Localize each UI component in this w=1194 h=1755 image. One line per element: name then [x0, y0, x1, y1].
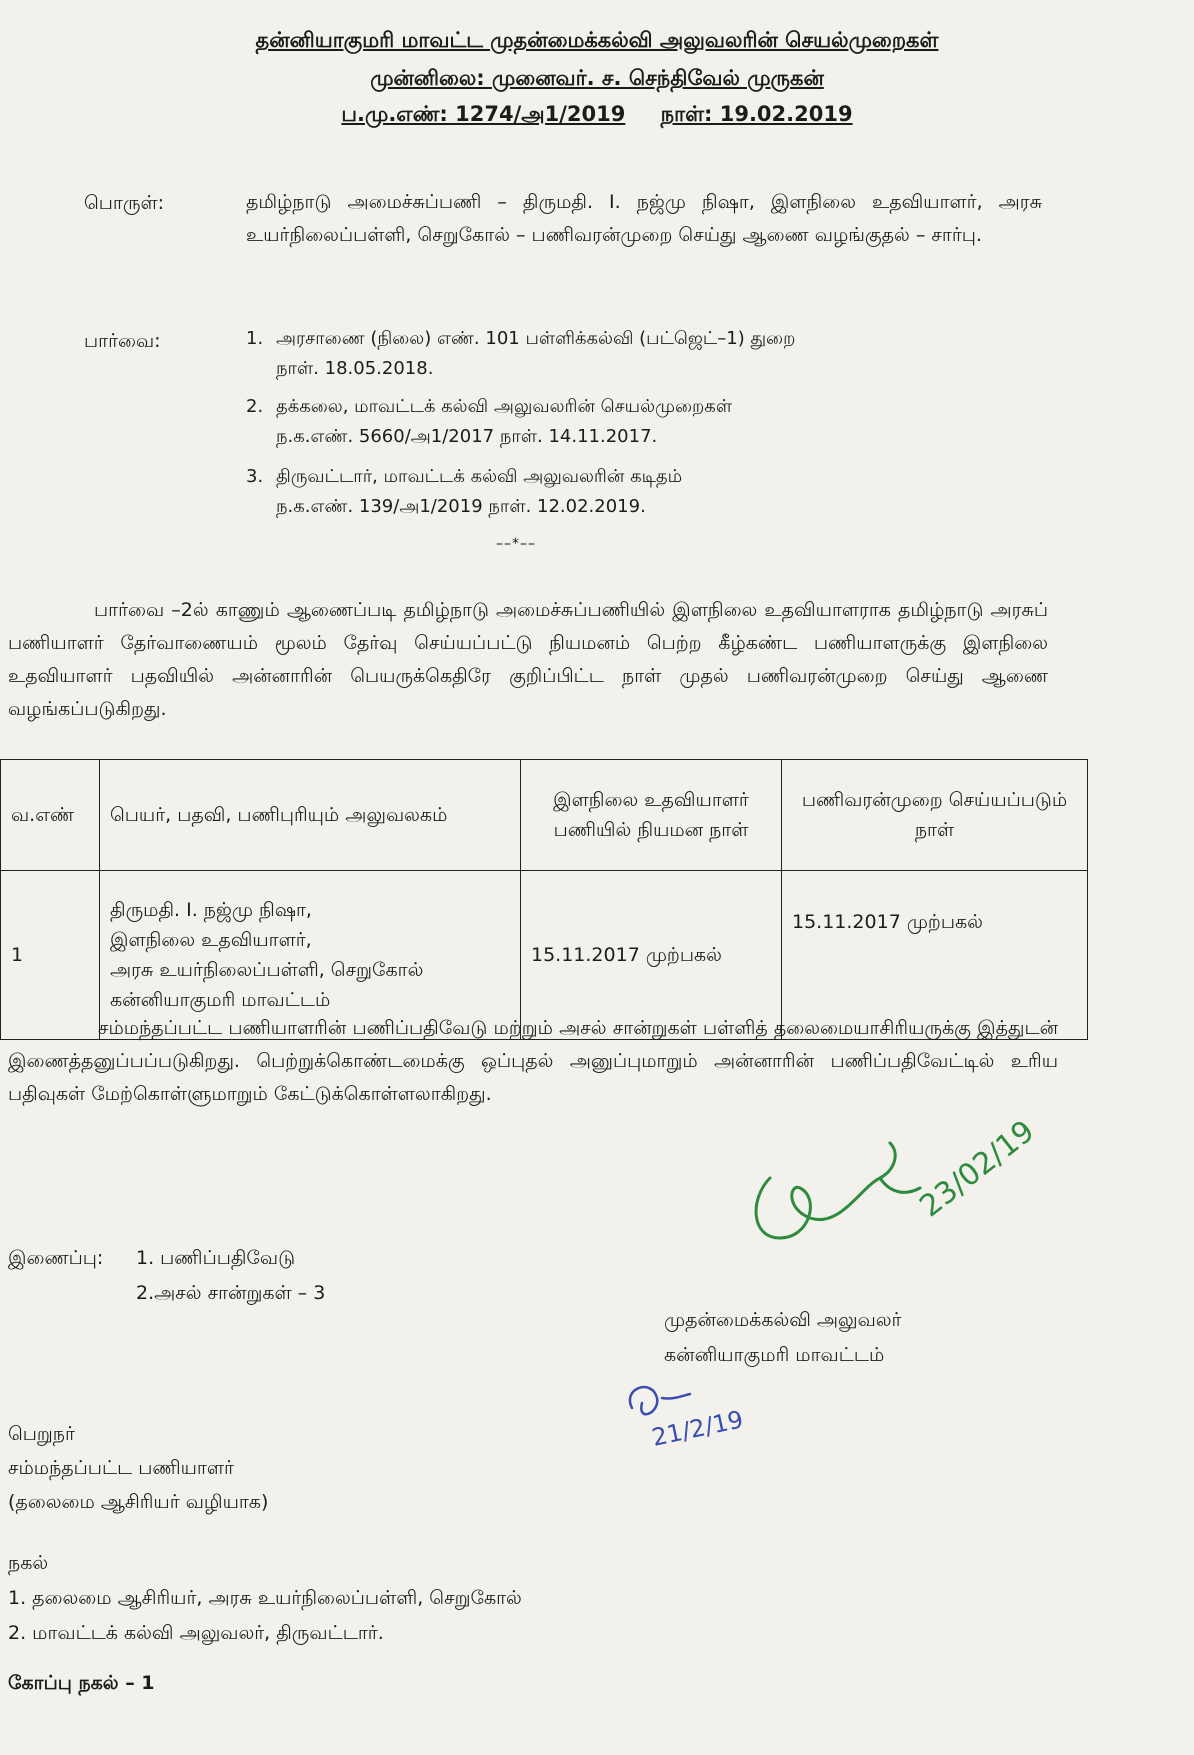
reference-item: 3. திருவட்டார், மாவட்டக் கல்வி அலுவலரின் கடிதம் ந.க.எண். 139/அ1/2019 நாள். 12.02.2019. [246, 466, 683, 517]
officer-block [664, 1303, 901, 1373]
body-paragraph: பார்வை –2ல் காணும் ஆணைப்படி தமிழ்நாடு அமைச்சுப்பணியில் இளநிலை உதவியாளராக தமிழ்நாடு அரசுப் பணியாளர் தேர்வாணையம் மூலம் தேர்வு செய்யப்பட்டு நியமனம் பெற்ற கீழ்கண்ட பணியாளருக்கு இளநிலை உதவியாளர் பதவியில் அன்னாரின் பெயருக்கெதிரே குறிப்பிட்ட நாள் முதல் பணிவரன்முறை செய்து ஆணை வழங்கப்படுகிறது. [8, 599, 1048, 720]
office-title: தன்னியாகுமரி மாவட்ட முதன்மைக்கல்வி அலுவலரின் செயல்முறைகள் [255, 28, 939, 52]
order-date: நாள்: 19.02.2019 [660, 102, 853, 126]
recipient-via: (தலைமை ஆசிரியர் வழியாக) [8, 1491, 269, 1513]
cell-details: திருமதி. I. நஜ்மு நிஷா, இளநிலை உதவியாளர், அரசு உயர்நிலைப்பள்ளி, செறுகோல் கன்னியாகுமரி மாவட்டம் [100, 871, 521, 1040]
initial-stroke [630, 1387, 690, 1414]
signature-stroke [756, 1143, 920, 1238]
table-header-row [1, 760, 1088, 871]
references-label: பார்வை: [84, 330, 161, 352]
enclosures-label: இணைப்பு: [8, 1247, 104, 1269]
signature-date: 23/02/19 [913, 1113, 1042, 1225]
reference-line [0, 102, 1194, 129]
cell-sno: 1 [1, 871, 100, 1040]
header-regularization-date: பணிவரன்முறை செய்யப்படும் நாள் [782, 760, 1088, 871]
subject-text: தமிழ்நாடு அமைச்சுப்பணி – திருமதி. I. நஜ்மு நிஷா, இளநிலை உதவியாளர், அரசு உயர்நிலைப்பள்ளி, செறுகோல் – பணிவரன்முறை செய்து ஆணை வழங்குதல் – சார்பு. [246, 191, 1042, 246]
enclosure-item: 2.அசல் சான்றுகள் – 3 [136, 1282, 326, 1304]
enclosure-item: 1. பணிப்பதிவேடு [136, 1247, 296, 1269]
copy-to-label: நகல் [8, 1552, 49, 1574]
officer-district: கன்னியாகுமரி மாவட்டம் [664, 1344, 885, 1366]
closing-paragraph: சம்மந்தப்பட்ட பணியாளரின் பணிப்பதிவேடு மற்றும் அசல் சான்றுகள் பள்ளித் தலைமையாசிரியருக்கு இத்துடன் இணைத்தனுப்பப்படுகிறது. பெற்றுக்கொண்டமைக்கு ஒப்புதல் அனுப்புமாறும் அன்னாரின் பணிப்பதிவேட்டில் உரிய பதிவுகள் மேற்கொள்ளுமாறும் கேட்டுக்கொள்ளலாகிறது. [8, 1017, 1058, 1105]
officer-designation: முதன்மைக்கல்வி அலுவலர் [664, 1309, 902, 1331]
enclosures [8, 1241, 325, 1311]
recipient-label: பெறுநர் [8, 1423, 75, 1445]
file-copy: கோப்பு நகல் – 1 [8, 1672, 155, 1694]
reference-number: ப.மு.எண்: 1274/அ1/2019 [341, 102, 626, 126]
copy-to-block [8, 1546, 522, 1651]
header-appointment-date: இளநிலை உதவியாளர் பணியில் நியமன நாள் [521, 760, 782, 871]
subject-label: பொருள்: [84, 192, 165, 214]
copy-to-item: 1. தலைமை ஆசிரியர், அரசு உயர்நிலைப்பள்ளி, செறுகோல் [8, 1587, 522, 1609]
reference-item: 2. தக்கலை, மாவட்டக் கல்வி அலுவலரின் செயல்முறைகள் ந.க.எண். 5660/அ1/2017 நாள். 14.11.2017. [246, 396, 733, 447]
signature-image [730, 1108, 1042, 1258]
separator: ––*–– [496, 536, 536, 552]
staff-table [0, 759, 1088, 1040]
reference-item: 1. அரசாணை (நிலை) எண். 101 பள்ளிக்கல்வி (பட்ஜெட்–1) துறை நாள். 18.05.2018. [246, 328, 796, 379]
header-details: பெயர், பதவி, பணிபுரியும் அலுவலகம் [100, 760, 521, 871]
initial-date: 21/2/19 [649, 1405, 746, 1452]
initial-image [612, 1368, 782, 1458]
recipient-name: சம்மந்தப்பட்ட பணியாளர் [8, 1457, 234, 1479]
recipient-block [8, 1417, 268, 1519]
header-sno: வ.எண் [1, 760, 100, 871]
copy-to-item: 2. மாவட்டக் கல்வி அலுவலர், திருவட்டார். [8, 1622, 384, 1644]
cell-regularization-date: 15.11.2017 முற்பகல் [782, 871, 1088, 1040]
cell-appointment-date: 15.11.2017 முற்பகல் [521, 871, 782, 1040]
presence-line: முன்னிலை: முனைவர். ச. செந்திவேல் முருகன் [370, 66, 824, 90]
